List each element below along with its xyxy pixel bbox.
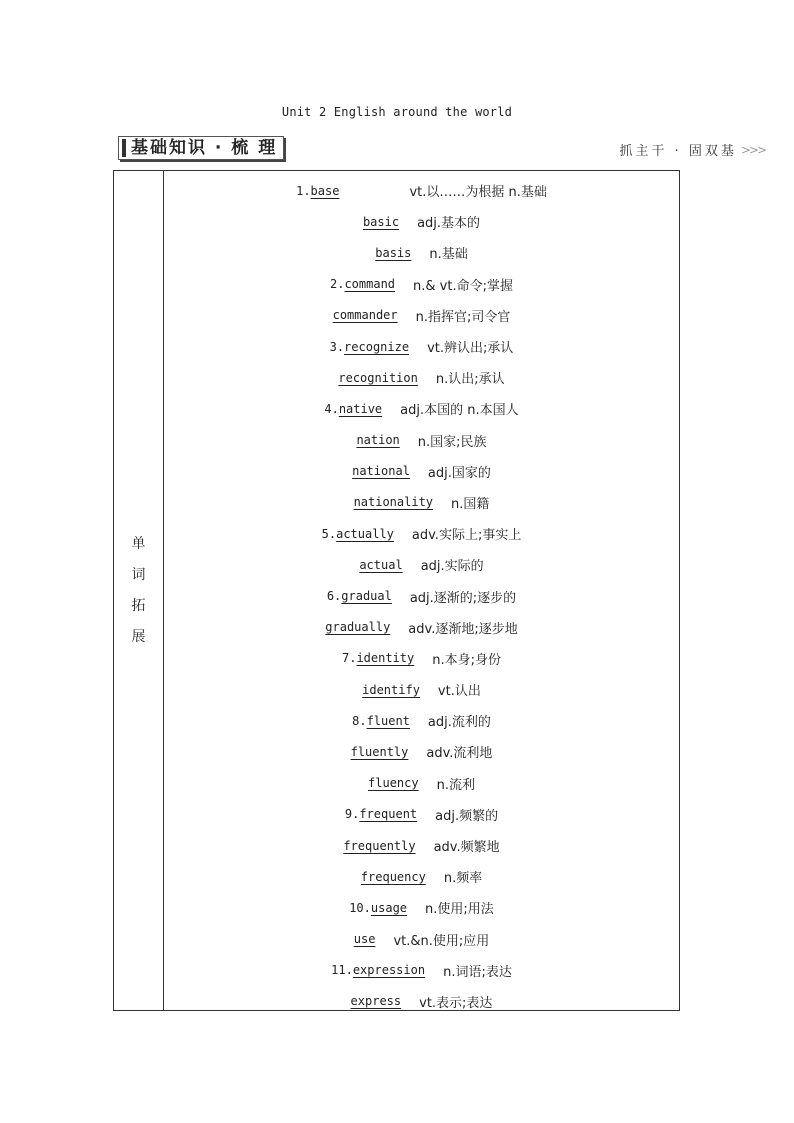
vocab-entry [164, 206, 679, 237]
entry-word: expression [352, 963, 426, 978]
vocab-entry [164, 924, 679, 955]
vocab-entry [164, 674, 679, 705]
entry-word: fluent [366, 713, 410, 728]
entry-word: nationality [353, 495, 434, 510]
entry-word: basic [362, 214, 400, 229]
chevrons-icon: >>> [740, 142, 765, 157]
entry-number: 2. [330, 277, 345, 292]
entry-number: 1. [296, 183, 311, 198]
entry-definition: n.基础 [429, 247, 468, 263]
vocab-entry [164, 456, 679, 487]
vocab-entry [164, 425, 679, 456]
vocab-entry [164, 736, 679, 767]
entry-definition: adj.频繁的 [435, 808, 499, 824]
entry-definition: vt.表示;表达 [419, 995, 493, 1011]
entry-definition: adj.国家的 [427, 465, 491, 481]
entry-definition: n.本身;身份 [432, 652, 501, 668]
vocab-entry [164, 705, 679, 736]
entry-definition: n.词语;表达 [443, 964, 512, 980]
vocab-entry [164, 768, 679, 799]
entry-word: basis [375, 245, 412, 260]
vocab-entry [164, 300, 679, 331]
category-label-char: 词 [131, 566, 146, 583]
vocab-entry [164, 487, 679, 518]
entry-word: gradual [341, 589, 392, 604]
entry-definition: adj.流利的 [427, 715, 491, 731]
entry-number: 11. [331, 963, 353, 978]
vocab-entry [164, 892, 679, 923]
entry-definition: vt.以……为根据 n.基础 [409, 185, 547, 201]
vocab-entry [164, 269, 679, 300]
entry-definition: adv.频繁地 [433, 840, 500, 856]
entry-definition: adv.流利地 [426, 746, 493, 762]
entry-word: recognition [338, 370, 418, 385]
entry-word: gradually [325, 620, 391, 635]
vocab-entry [164, 643, 679, 674]
category-label-char: 拓 [131, 597, 146, 614]
entry-number: 9. [344, 807, 360, 822]
entry-definition: n.国家;民族 [417, 434, 487, 450]
entry-definition: n.频率 [443, 871, 483, 887]
vocab-entry [164, 518, 679, 549]
entry-number: 3. [329, 339, 345, 354]
entry-word: national [352, 464, 410, 479]
heading-edge-mark [122, 139, 126, 157]
category-label [132, 529, 146, 653]
entry-word: use [353, 932, 376, 947]
entry-definition: adj.本国的 n.本国人 [400, 403, 519, 419]
entry-definition: vt.认出 [437, 684, 481, 700]
entry-definition: adj.实际的 [420, 559, 484, 575]
entry-definition: adv.实际上;事实上 [411, 528, 522, 544]
entry-word: commander [332, 308, 398, 323]
vocab-entry [164, 237, 679, 268]
page-title: Unit 2 English around the world [281, 105, 513, 119]
vocab-entry [164, 175, 679, 206]
entry-word: nation [356, 433, 400, 448]
entry-word: frequency [360, 869, 426, 884]
vocab-entry [164, 331, 679, 362]
entry-word: native [338, 401, 383, 416]
entry-definition: n.认出;承认 [435, 372, 505, 388]
entry-word: recognize [344, 339, 410, 354]
entry-number: 8. [352, 713, 367, 728]
vocab-entry [164, 986, 679, 1017]
entry-word: frequent [359, 807, 418, 822]
entry-definition: adj.逐渐的;逐步的 [409, 590, 517, 606]
section-bar [113, 135, 765, 165]
entry-definition: vt.辨认出;承认 [427, 341, 514, 357]
category-cell [114, 171, 164, 1010]
vocab-entry [164, 549, 679, 580]
vocab-entry [164, 955, 679, 986]
entry-number: 6. [326, 589, 342, 604]
entry-definition: n.& vt.命令;掌握 [413, 278, 513, 294]
vocab-entry [164, 861, 679, 892]
section-heading [118, 136, 284, 160]
entry-definition: n.指挥官;司令官 [415, 309, 511, 325]
entry-number: 5. [321, 526, 337, 541]
entry-definition: adj.基本的 [417, 216, 481, 232]
entries-cell [164, 171, 679, 1010]
vocab-entry [164, 830, 679, 861]
vocab-entry [164, 580, 679, 611]
entry-definition: adv.逐渐地;逐步地 [408, 621, 518, 637]
entry-word: express [350, 994, 402, 1009]
entry-definition: n.国籍 [451, 496, 490, 512]
entry-number: 4. [324, 401, 339, 416]
section-heading-text: 基础知识 · 梳 理 [131, 138, 278, 158]
entry-definition: vt.&n.使用;应用 [393, 933, 490, 949]
entry-word: command [344, 277, 396, 292]
vocab-entry [164, 799, 679, 830]
entry-definition: n.流利 [436, 777, 475, 793]
entry-word: frequently [343, 838, 416, 853]
entry-word: actual [359, 557, 403, 572]
vocab-entry [164, 362, 679, 393]
category-label-char: 单 [131, 535, 146, 552]
entry-definition: n.使用;用法 [425, 902, 494, 918]
entry-number: 10. [349, 900, 371, 915]
section-tagline [619, 140, 765, 159]
entry-word: usage [370, 900, 408, 915]
entry-word: fluently [350, 744, 409, 759]
vocabulary-table [113, 170, 680, 1011]
vocab-entry [164, 612, 679, 643]
category-label-char: 展 [131, 628, 146, 645]
entry-number: 7. [341, 651, 357, 666]
entry-word: actually [336, 526, 394, 541]
section-tagline-text: 抓主干 · 固双基 [619, 144, 737, 159]
entry-word: fluency [368, 776, 419, 791]
vocab-entry [164, 393, 679, 424]
entry-word: identify [362, 682, 420, 697]
entry-word: base [310, 183, 340, 198]
entry-word: identity [356, 651, 415, 666]
